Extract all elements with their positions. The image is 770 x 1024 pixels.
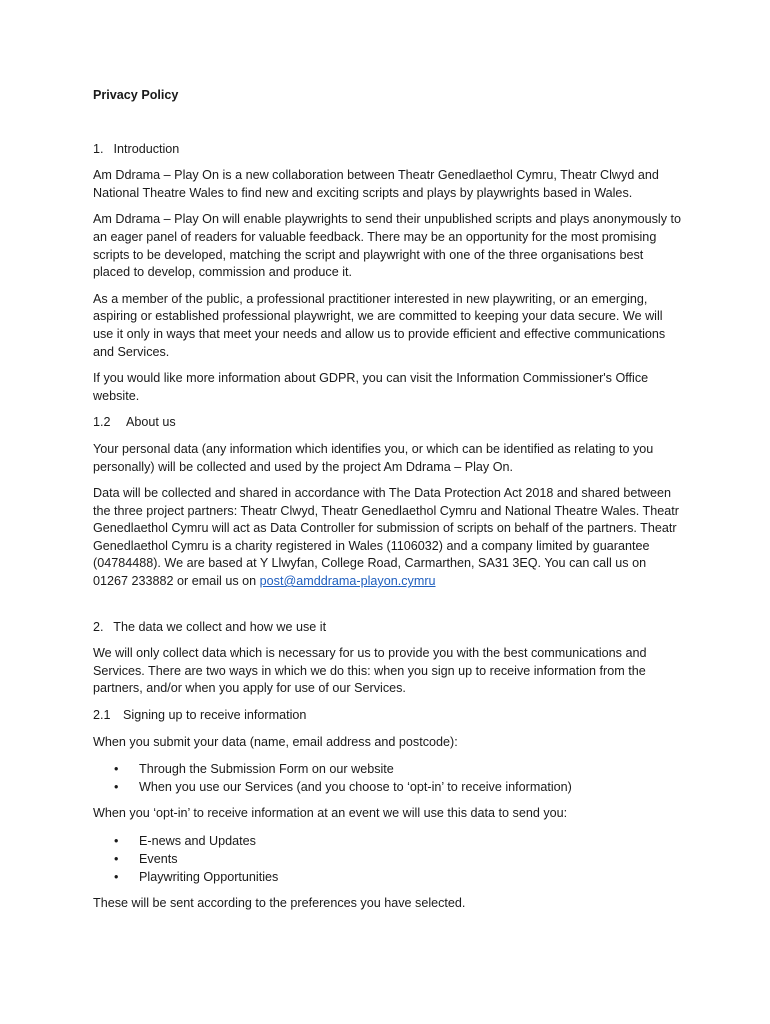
document-title: Privacy Policy bbox=[93, 88, 179, 102]
list-item-text: Playwriting Opportunities bbox=[139, 869, 279, 884]
section-spacer bbox=[93, 600, 683, 619]
about-paragraph-1: Your personal data (any information which identifies you, or which can be identified as relating to you personally) will be collected and used by the project Am Ddrama – Play On. bbox=[93, 441, 654, 474]
section-number: 2. bbox=[93, 619, 104, 634]
intro-paragraph-4: If you would like more information about GDPR, you can visit the Information Commissioner's Office website. bbox=[93, 371, 649, 403]
list-item bbox=[93, 850, 683, 868]
section-heading-introduction bbox=[93, 141, 683, 159]
section-title: Signing up to receive information bbox=[123, 708, 307, 723]
intro-paragraph-3: As a member of the public, a professional practitioner interested in new playwriting, or an emerging, aspiring or established professional playwright, we are committed to keeping your data secure. We will use it only in ways that meet your needs and allow us to provide efficient and effective communications and Services. bbox=[93, 291, 666, 359]
section-title: The data we collect and how we use it bbox=[113, 619, 327, 634]
signup-paragraph-2: When you ‘opt-in’ to receive information at an event we will use this data to send you: bbox=[93, 806, 568, 821]
list-item bbox=[93, 868, 683, 886]
section-number: 2.1 bbox=[93, 708, 111, 723]
bullet-icon: • bbox=[114, 869, 119, 884]
submission-methods-list bbox=[93, 760, 683, 796]
section-title: About us bbox=[126, 415, 176, 430]
list-item bbox=[93, 778, 683, 796]
section-title: Introduction bbox=[113, 141, 180, 156]
bullet-icon: • bbox=[114, 762, 119, 777]
section-heading-about-us bbox=[93, 414, 683, 432]
list-item bbox=[93, 760, 683, 778]
data-collect-paragraph-1: We will only collect data which is necessary for us to provide you with the best communications and Services. There are two ways in which we do this: when you sign up to receive information from the partners, and/or when you apply for use of our Services. bbox=[93, 646, 647, 696]
intro-paragraph-2: Am Ddrama – Play On will enable playwrights to send their unpublished scripts and plays anonymously to an eager panel of readers for valuable feedback. There may be an opportunity for the most promising scripts to be developed, matching the script and playwright with one of the three organisations best placed to develop, commission and produce it. bbox=[93, 212, 682, 280]
list-item-text: Through the Submission Form on our website bbox=[139, 762, 394, 777]
section-heading-data-we-collect bbox=[93, 619, 683, 637]
list-item-text: Events bbox=[139, 851, 178, 866]
about-paragraph-2 bbox=[93, 485, 683, 591]
contact-email-link[interactable]: post@amddrama-playon.cymru bbox=[259, 574, 436, 589]
section-number: 1. bbox=[93, 141, 104, 156]
section-number: 1.2 bbox=[93, 415, 111, 430]
list-item bbox=[93, 832, 683, 850]
list-item-text: When you use our Services (and you choose to ‘opt-in’ to receive information) bbox=[139, 780, 572, 795]
section-heading-signing-up bbox=[93, 707, 683, 725]
signup-paragraph-1: When you submit your data (name, email address and postcode): bbox=[93, 734, 458, 749]
document-body bbox=[93, 87, 683, 921]
communications-list bbox=[93, 832, 683, 886]
about-paragraph-2-text: Data will be collected and shared in accordance with The Data Protection Act 2018 and shared between the three project partners: Theatr Clwyd, Theatr Genedlaethol Cymru and National Theatre Wales. Theatr Genedlaethol Cymru will act as Data Controller for submission of scripts on behalf of the partners. Theatr Genedlaethol Cymru is a charity registered in Wales (1106032) and a company limited by guarantee (04784488). We are based at Y Llwyfan, College Road, Carmarthen, SA31 3EQ. You can call us on 01267 233882 or email us on bbox=[93, 486, 679, 589]
list-item-text: E-news and Updates bbox=[139, 833, 256, 848]
intro-paragraph-1: Am Ddrama – Play On is a new collaboration between Theatr Genedlaethol Cymru, Theatr Clwyd and National Theatre Wales to find new and exciting scripts and plays by playwrights based in Wales. bbox=[93, 168, 659, 200]
bullet-icon: • bbox=[114, 851, 119, 866]
bullet-icon: • bbox=[114, 780, 119, 795]
signup-paragraph-3: These will be sent according to the preferences you have selected. bbox=[93, 895, 466, 910]
bullet-icon: • bbox=[114, 833, 119, 848]
